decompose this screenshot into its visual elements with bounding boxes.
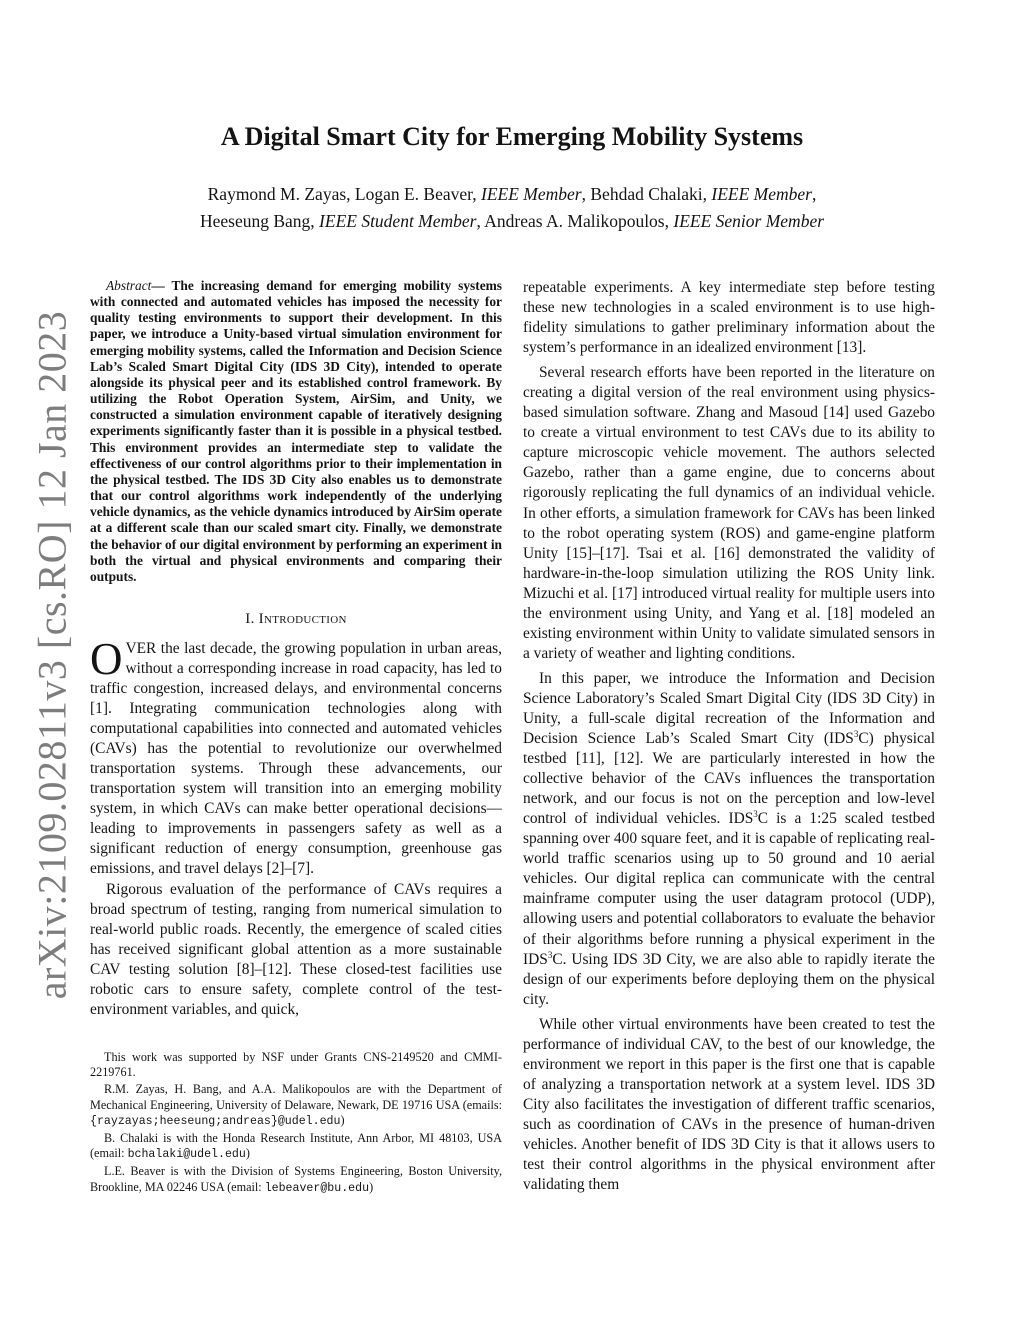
superscript: 3 <box>853 728 859 739</box>
right-column <box>523 278 935 1195</box>
arxiv-identifier-stamp: arXiv:2109.02811v3 [cs.RO] 12 Jan 2023 <box>29 310 75 1000</box>
email-address: lebeaver@bu.edu <box>264 1181 370 1195</box>
footnote-affiliation-bu <box>90 1164 502 1196</box>
footnote-text: ) <box>340 1113 345 1128</box>
footnote-text: ) <box>245 1146 250 1161</box>
footnotes <box>90 1050 502 1196</box>
section-heading-introduction: I. Introduction <box>245 610 347 627</box>
author-affiliation-title: IEEE Student Member <box>319 211 477 231</box>
email-address: {rayzayas;heeseung;andreas}@udel.edu <box>90 1115 341 1129</box>
author-list <box>0 181 1024 235</box>
email-address: bchalaki@udel.edu <box>127 1148 246 1162</box>
author-names: Heeseung Bang, <box>199 211 320 231</box>
abstract-text: The increasing demand for emerging mobility systems with connected and automated vehicles has imposed the necessity for quality testing environments to support their development. In this paper, we introduce a Unity-based virtual simulation environment for emerging mobility systems, called the Information and Decision Science Lab’s Scaled Smart Digital City (IDS 3D City), intended to operate alongside its physical peer and its established control framework. By utilizing the Robot Operation System, AirSim, and Unity, we constructed a simulation environment capable of iteratively designing experiments significantly faster than it is possible in a physical testbed. This environment provides an intermediate step to validate the effectiveness of our control algorithms prior to their implementation in the physical testbed. The IDS 3D City also enables us to demonstrate that our control algorithms work independently of the underlying vehicle dynamics, as the vehicle dynamics introduced by AirSim operate at a different scale than our scaled smart city. Finally, we demonstrate the behavior of our digital environment by performing an experiment in both the virtual and physical environments and comparing their outputs. <box>90 278 502 584</box>
intro-paragraph-1 <box>90 633 502 880</box>
author-affiliation-title: IEEE Senior Member <box>673 211 825 231</box>
author-affiliation-title: IEEE Member <box>711 184 812 204</box>
author-separator: , <box>811 184 817 204</box>
paragraph-text: C) physical testbed [11], [12]. We are particularly interested in how the collective behavior of the CAVs influences the transportation network, and our focus is not on the perception and low-level control of individual vehicles. IDS <box>523 730 935 828</box>
footnote-funding: This work was supported by NSF under Grants CNS-2149520 and CMMI-2219761. <box>90 1049 502 1080</box>
intro-paragraph-2: Rigorous evaluation of the performance of CAVs requires a broad spectrum of testing, ranging from numerical simulation to real-world public roads. Recently, the emergence of scaled cities has received significant global attention as a more sustainable CAV testing solution [8]–[12]. These closed-test facilities use robotic cars to ensure safety, complete control of the test-environment variables, and quick, <box>90 880 502 1018</box>
abstract <box>90 278 502 585</box>
footnote-text: B. Chalaki is with the Honda Research Institute, Ann Arbor, MI 48103, USA (email: <box>90 1130 502 1161</box>
intro-paragraph-1-text: VER the last decade, the growing population in urban areas, without a corresponding increase in road capacity, has led to traffic congestion, increased delays, and environmental concerns [1]. Integrating communication technologies along with computational capabilities into connected and automated vehicles (CAVs) has the potential to revolutionize our overwhelmed transportation systems. Through these advancements, our transportation system will transition into an emerging mobility system, in which CAVs can make better operational decisions—leading to improvements in passengers safety as well as a significant reduction of energy consumption, greenhouse gas emissions, and travel delays [2]–[7]. <box>90 639 502 878</box>
right-paragraph-2: Several research efforts have been reported in the literature on creating a digital version of the real environment using physics-based simulation software. Zhang and Masoud [14] used Gazebo to create a virtual environment to test CAVs due to its ability to capture microscopic vehicle movement. The authors selected Gazebo, rather than a game engine, due to concerns about rigorously replicating the full dynamics of an individual vehicle. In other efforts, a simulation framework for CAVs has been linked to the robot operating system (ROS) and game-engine platform Unity [15]–[17]. Tsai et al. [16] demonstrated the validity of hardware-in-the-loop simulation utilizing the ROS Unity link. Mizuchi et al. [17] introduced virtual reality for multiple users into the environment using Unity, and Yang et al. [18] modeled an existing environment within Unity to validate simulated sensors in a variety of weather and lighting conditions. <box>523 364 935 662</box>
abstract-dash: — <box>151 278 172 293</box>
author-names: , Andreas A. Malikopoulos, <box>476 211 674 231</box>
author-line-1 <box>0 181 1024 208</box>
author-affiliation-title: IEEE Member <box>481 184 582 204</box>
paragraph-text: In this paper, we introduce the Information and Decision Science Laboratory’s Scaled Smart Digital City (IDS 3D City) in Unity, a full-scale digital recreation of the Information and Decision Science Lab’s Scaled Smart City (IDS <box>523 669 935 748</box>
drop-cap: O <box>90 633 123 684</box>
author-names: Raymond M. Zayas, Logan E. Beaver, <box>207 184 482 204</box>
footnote-affiliation-udel <box>90 1082 502 1130</box>
abstract-label: Abstract <box>106 278 152 293</box>
paragraph-text: C is a 1:25 scaled testbed spanning over 400 square feet, and it is capable of replicating real-world traffic scenarios using up to 50 ground and 10 aerial vehicles. Our digital replica can communicate with the central mainframe computer using the user datagram protocol (UDP), allowing users and potential collaborators to evaluate the behavior of their algorithms before running a physical experiment in the IDS <box>523 810 935 968</box>
author-names: , Behdad Chalaki, <box>581 184 712 204</box>
paper-title: A Digital Smart City for Emerging Mobility Systems <box>220 122 804 151</box>
right-paragraph-3 <box>523 669 935 1010</box>
paragraph-text: C. Using IDS 3D City, we are also able to rapidly iterate the design of our experiments before deploying them on the physical city. <box>523 950 935 1008</box>
footnote-text: ) <box>369 1179 374 1194</box>
footnote-text: R.M. Zayas, H. Bang, and A.A. Malikopoulos are with the Department of Mechanical Engineering, University of Delaware, Newark, DE 19716 USA (emails: <box>90 1082 502 1112</box>
right-paragraph-4: While other virtual environments have been created to test the performance of individual CAV, to the best of our knowledge, the environment we report in this paper is the first one that is capable of analyzing a transportation network at a system level. IDS 3D City also facilitates the investigation of different traffic scenarios, such as coordination of CAVs in the presence of human-driven vehicles. Another benefit of IDS 3D City is that it allows users to test their control algorithms in the physical environment after validating them <box>523 1015 935 1194</box>
right-paragraph-1: repeatable experiments. A key intermediate step before testing these new technologies in a scaled environment is to use high-fidelity simulations to gather preliminary information about the system’s performance in an idealized environment [13]. <box>523 279 935 357</box>
footnote-affiliation-honda <box>90 1131 502 1163</box>
footnote-text: L.E. Beaver is with the Division of Systems Engineering, Boston University, Brookline, MA 02246 USA (email: <box>90 1164 502 1194</box>
superscript: 3 <box>547 949 553 960</box>
superscript: 3 <box>753 809 758 820</box>
left-column <box>90 278 502 1197</box>
author-line-2 <box>0 208 1024 235</box>
